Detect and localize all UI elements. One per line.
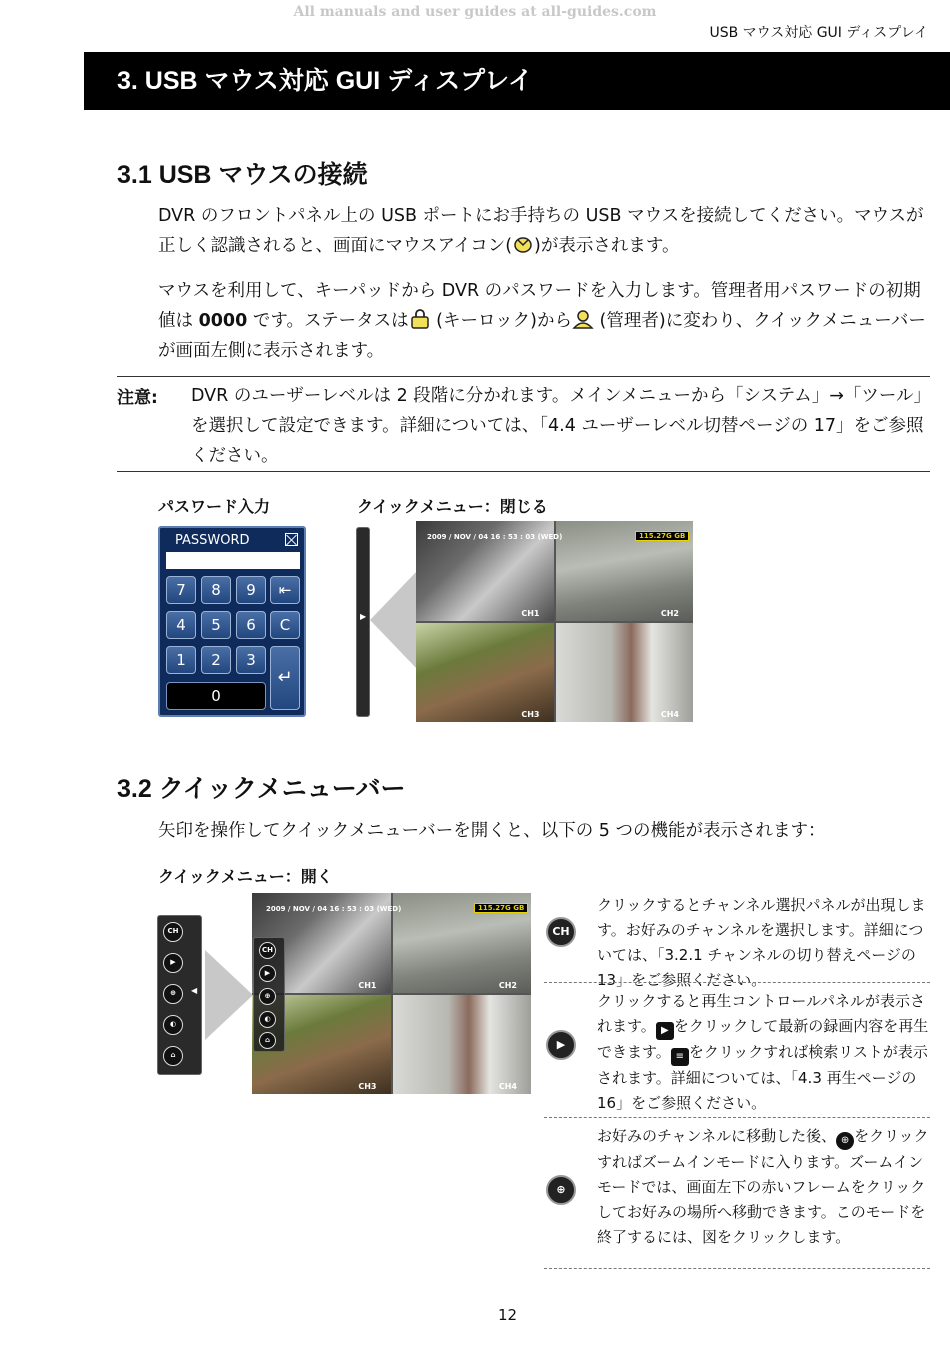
paragraph-usb-connect bbox=[158, 201, 933, 261]
section-title-3-2: 3.2 クイックメニューバー bbox=[117, 775, 406, 803]
close-icon[interactable] bbox=[285, 533, 298, 546]
quick-menu-bar-closed bbox=[356, 527, 370, 717]
key-2[interactable]: 2 bbox=[201, 646, 231, 674]
key-1[interactable]: 1 bbox=[166, 646, 196, 674]
password-input[interactable] bbox=[166, 552, 300, 569]
zoom-inline-icon: ⊕ bbox=[836, 1132, 854, 1150]
key-7[interactable]: 7 bbox=[166, 576, 196, 604]
zoom-button[interactable]: ⊕ bbox=[259, 988, 276, 1005]
ptz-button[interactable]: ⌂ bbox=[259, 1032, 276, 1049]
camera-view-4[interactable] bbox=[556, 623, 694, 723]
play-button[interactable]: ▶ bbox=[163, 953, 183, 973]
channel-label: CH3 bbox=[358, 1082, 377, 1091]
caption-quick-open: クイックメニュー：開く bbox=[158, 867, 333, 886]
text: (キーロック)から bbox=[430, 311, 572, 331]
chapter-title: 3. USB マウス対応 GUI ディスプレイ bbox=[84, 52, 950, 110]
channel-label: CH1 bbox=[358, 980, 377, 990]
feature-zoom-text bbox=[597, 1124, 932, 1250]
channel-label: CH1 bbox=[521, 608, 540, 618]
feature-channel-text: クリックするとチャンネル選択パネルが出現します。お好みのチャンネルを選択します。詳細については、「3.2.1 チャンネルの切り替えページの 13」をご参照ください。 bbox=[597, 896, 926, 989]
ptz-button[interactable]: ⌂ bbox=[163, 1046, 183, 1066]
paragraph-quick-menu: 矢印を操作してクイックメニューバーを開くと、以下の 5 つの機能が表示されます： bbox=[158, 821, 826, 841]
note-text: DVR のユーザーレベルは 2 段階に分かれます。メインメニューから「システム」→「ツール」を選択して設定できます。詳細については、「4.4 ユーザーレベル切替ページの 17」をご参照ください。 bbox=[191, 386, 924, 466]
key-0[interactable]: 0 bbox=[166, 682, 266, 710]
page-number: 12 bbox=[497, 1306, 518, 1324]
dvr-screen-open bbox=[252, 893, 531, 1094]
text: です。ステータスは bbox=[247, 311, 409, 331]
quick-menu-bar-open bbox=[157, 915, 202, 1075]
zoom-icon: ⊕ bbox=[546, 1175, 576, 1205]
caption-password: パスワード入力 bbox=[158, 497, 271, 516]
section-title-3-1: 3.1 USB マウスの接続 bbox=[117, 161, 368, 189]
zoom-callout-open bbox=[205, 950, 253, 1040]
text: をクリックすればズームインモードに入ります。ズームインモードでは、画面左下の赤いフレームをクリックしてお好みの場所へ移動できます。このモードを終了するには、図をクリックします。 bbox=[597, 1127, 929, 1246]
key-9[interactable]: 9 bbox=[236, 576, 266, 604]
key-8[interactable]: 8 bbox=[201, 576, 231, 604]
key-enter[interactable]: ↵ bbox=[270, 646, 300, 710]
camera-view-4[interactable] bbox=[393, 995, 532, 1095]
divider-bottom bbox=[117, 471, 930, 472]
feature-play-text bbox=[597, 989, 932, 1116]
channel-label: CH4 bbox=[660, 710, 679, 719]
dvr-screen-closed bbox=[416, 521, 693, 722]
timestamp-osd: 2009 / NOV / 04 16 : 53 : 03 (WED) bbox=[427, 533, 563, 541]
divider-top bbox=[117, 376, 930, 377]
caption-quick-close: クイックメニュー：閉じる bbox=[357, 497, 548, 516]
play-button[interactable]: ▶ bbox=[259, 965, 276, 982]
password-keypad bbox=[158, 526, 306, 717]
play-icon: ▶ bbox=[546, 1030, 576, 1060]
zoom-callout bbox=[370, 570, 418, 670]
key-4[interactable]: 4 bbox=[166, 611, 196, 639]
play-latest-icon: ▶ bbox=[656, 1022, 674, 1040]
expand-arrow-icon[interactable]: ▶ bbox=[360, 612, 367, 621]
note-label: 注意: bbox=[117, 388, 158, 408]
key-3[interactable]: 3 bbox=[236, 646, 266, 674]
default-password: 0000 bbox=[198, 311, 248, 331]
paragraph-password bbox=[158, 276, 933, 366]
mouse-icon bbox=[512, 234, 534, 254]
hdd-osd: 115.27G GB bbox=[474, 903, 528, 913]
quick-menu-overlay bbox=[253, 937, 285, 1052]
key-backspace[interactable]: ⇤ bbox=[270, 576, 300, 604]
watermark: All manuals and user guides at all-guides.com bbox=[293, 4, 657, 20]
audio-button[interactable]: ◐ bbox=[259, 1011, 276, 1028]
timestamp-osd: 2009 / NOV / 04 16 : 53 : 03 (WED) bbox=[266, 905, 402, 913]
key-lock-icon bbox=[409, 309, 431, 329]
text: (管理者)に変わり、クイックメニューバーが画面左側に表示されます。 bbox=[158, 311, 926, 361]
channel-icon: CH bbox=[546, 917, 576, 947]
admin-icon bbox=[572, 309, 594, 329]
channel-label: CH3 bbox=[521, 710, 540, 719]
row-divider bbox=[544, 1117, 930, 1118]
key-5[interactable]: 5 bbox=[201, 611, 231, 639]
text: マウスを利用して、キーパッドから DVR のパスワードを入力します。管理者用パスワードの初期値は bbox=[158, 281, 921, 331]
row-divider bbox=[544, 1268, 930, 1269]
hdd-osd: 115.27G GB bbox=[635, 531, 689, 541]
audio-button[interactable]: ◐ bbox=[163, 1015, 183, 1035]
channel-label: CH2 bbox=[660, 608, 679, 618]
camera-view-3[interactable] bbox=[416, 623, 554, 723]
text: をクリックすれば検索リストが表示されます。詳細については、「4.3 再生ページの 16」をご参照ください。 bbox=[597, 1043, 928, 1112]
channel-label: CH2 bbox=[498, 980, 517, 990]
search-list-icon: ≡ bbox=[671, 1048, 689, 1066]
row-divider bbox=[544, 982, 930, 983]
key-clear[interactable]: C bbox=[270, 611, 300, 639]
keypad-title: PASSWORD bbox=[175, 533, 250, 548]
collapse-arrow-icon[interactable]: ◀ bbox=[191, 986, 198, 995]
channel-button[interactable]: CH bbox=[259, 942, 276, 959]
text: お好みのチャンネルに移動した後、 bbox=[597, 1127, 837, 1145]
text: クリックすると再生コントロールパネルが表示されます。 bbox=[597, 992, 926, 1035]
channel-label: CH4 bbox=[498, 1082, 517, 1091]
text: )が表示されます。 bbox=[534, 236, 680, 256]
text: DVR のフロントパネル上の USB ポートにお手持ちの USB マウスを接続してください。マウスが正しく認識されると、画面にマウスアイコン( bbox=[158, 206, 924, 256]
zoom-button[interactable]: ⊕ bbox=[163, 984, 183, 1004]
running-header: USB マウス対応 GUI ディスプレイ bbox=[709, 25, 928, 41]
key-6[interactable]: 6 bbox=[236, 611, 266, 639]
text: をクリックして最新の録画内容を再生できます。 bbox=[597, 1017, 929, 1061]
channel-button[interactable]: CH bbox=[163, 922, 183, 942]
